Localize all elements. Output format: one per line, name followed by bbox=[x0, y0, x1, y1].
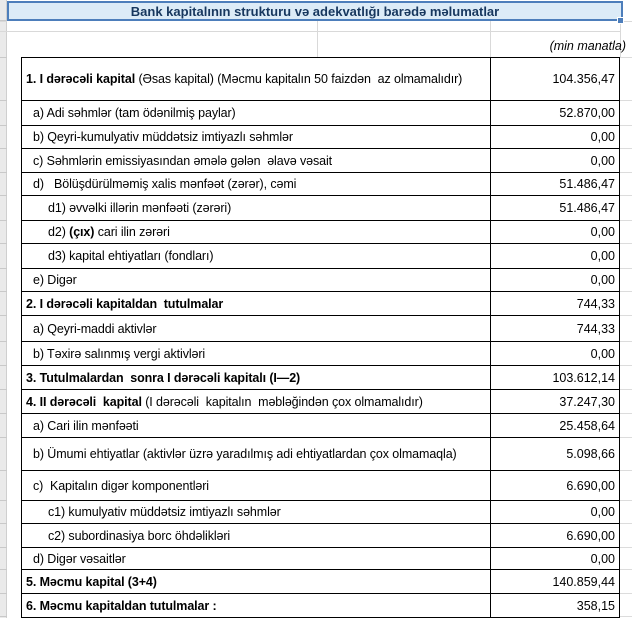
gridline bbox=[620, 593, 632, 594]
gridline bbox=[0, 21, 7, 22]
value-cell[interactable]: 51.486,47 bbox=[490, 196, 619, 220]
label-cell[interactable] bbox=[22, 196, 490, 220]
label-cell[interactable] bbox=[22, 570, 490, 593]
gridline bbox=[620, 500, 632, 501]
gridline bbox=[0, 57, 7, 58]
gridline bbox=[0, 148, 7, 149]
value-cell[interactable]: 6.690,00 bbox=[490, 524, 619, 547]
label-text: c) Kapitalın digər komponentləri bbox=[33, 478, 209, 493]
gridline bbox=[620, 291, 632, 292]
gridline bbox=[620, 389, 632, 390]
gridline bbox=[0, 31, 620, 32]
value-cell[interactable]: 0,00 bbox=[490, 269, 619, 291]
label-text: d) Bölüşdürülməmiş xalis mənfəət (zərər), cəmi bbox=[33, 177, 297, 191]
table-row bbox=[22, 438, 619, 471]
table-row bbox=[22, 501, 619, 524]
value-cell[interactable]: 37.247,30 bbox=[490, 390, 619, 413]
label-text: b) Ümumi ehtiyatlar (aktivlər üzrə yaradılmış adi ehtiyatlardan çox olmamaqla) bbox=[33, 447, 457, 461]
table-row bbox=[22, 58, 619, 101]
gridline bbox=[0, 315, 7, 316]
label-text: c2) subordinasiya borc öhdəlikləri bbox=[48, 528, 231, 543]
label-cell[interactable] bbox=[22, 548, 490, 569]
fill-handle[interactable] bbox=[617, 17, 624, 24]
gridline bbox=[620, 57, 632, 58]
value-cell[interactable]: 5.098,66 bbox=[490, 438, 619, 470]
label-text: a) Cari ilin mənfəəti bbox=[33, 418, 139, 433]
table-row bbox=[22, 149, 619, 173]
value-cell[interactable]: 358,15 bbox=[490, 594, 619, 617]
units-note[interactable]: (min manatla) bbox=[549, 39, 626, 53]
label-cell[interactable] bbox=[22, 414, 490, 437]
label-cell[interactable] bbox=[22, 524, 490, 547]
gridline bbox=[620, 616, 632, 617]
table-row bbox=[22, 390, 619, 414]
value-cell[interactable]: 744,33 bbox=[490, 316, 619, 341]
label-cell[interactable] bbox=[22, 244, 490, 268]
gridline bbox=[620, 268, 632, 269]
gridline bbox=[0, 569, 7, 570]
gridline bbox=[0, 291, 7, 292]
label-cell[interactable] bbox=[22, 221, 490, 243]
table-row bbox=[22, 524, 619, 548]
value-cell[interactable]: 744,33 bbox=[490, 292, 619, 315]
label-cell[interactable] bbox=[22, 594, 490, 617]
gridline bbox=[0, 268, 7, 269]
value-cell[interactable]: 0,00 bbox=[490, 221, 619, 243]
label-text: d1) əvvəlki illərin mənfəəti (zərəri) bbox=[48, 201, 232, 215]
value-cell[interactable]: 103.612,14 bbox=[490, 366, 619, 389]
label-cell[interactable] bbox=[22, 342, 490, 365]
label-text: c1) kumulyativ müddətsiz imtiyazlı səhmlər bbox=[48, 505, 281, 519]
gridline bbox=[620, 341, 632, 342]
gridline bbox=[0, 547, 7, 548]
label-text: d3) kapital ehtiyatları (fondları) bbox=[48, 249, 214, 263]
label-cell[interactable] bbox=[22, 126, 490, 148]
gridline bbox=[0, 500, 7, 501]
gridline bbox=[0, 470, 7, 471]
table-row bbox=[22, 269, 619, 292]
gridline bbox=[620, 523, 632, 524]
value-cell[interactable]: 0,00 bbox=[490, 244, 619, 268]
label-text: (Əsas kapital) (Məcmu kapitalın 50 faizdən az olmamalıdır) bbox=[135, 72, 463, 86]
gridline bbox=[0, 220, 7, 221]
gridline bbox=[620, 413, 632, 414]
table-row bbox=[22, 244, 619, 269]
value-cell[interactable]: 0,00 bbox=[490, 126, 619, 148]
gridline bbox=[620, 547, 632, 548]
gridline bbox=[0, 365, 7, 366]
table-row bbox=[22, 292, 619, 316]
gridline bbox=[0, 243, 7, 244]
gridline bbox=[620, 365, 632, 366]
label-text: cari ilin zərəri bbox=[94, 225, 170, 239]
value-cell[interactable]: 104.356,47 bbox=[490, 58, 619, 100]
value-cell[interactable]: 140.859,44 bbox=[490, 570, 619, 593]
gridline bbox=[0, 195, 7, 196]
gridline bbox=[0, 341, 7, 342]
gridline bbox=[620, 315, 632, 316]
table-row bbox=[22, 414, 619, 438]
gridline bbox=[620, 220, 632, 221]
label-cell[interactable] bbox=[22, 173, 490, 195]
value-cell[interactable]: 0,00 bbox=[490, 548, 619, 569]
label-text: 3. Tutulmalardan sonra I dərəcəli kapitalı (I—2) bbox=[26, 370, 301, 385]
gridline bbox=[0, 593, 7, 594]
gridline bbox=[620, 148, 632, 149]
label-text: a) Qeyri-maddi aktivlər bbox=[33, 321, 157, 336]
gridline bbox=[0, 413, 7, 414]
capital-table bbox=[21, 57, 620, 618]
label-text: b) Təxirə salınmış vergi aktivləri bbox=[33, 346, 206, 361]
label-text: 5. Məcmu kapital (3+4) bbox=[26, 574, 157, 589]
label-text: (I dərəcəli kapitalın məbləğindən çox olmamalıdır) bbox=[141, 394, 423, 409]
label-text: (çıx) bbox=[69, 225, 95, 239]
label-text: c) Səhmlərin emissiyasından əmələ gələn əlavə vəsait bbox=[33, 153, 333, 168]
label-text: d) Digər vəsaitlər bbox=[33, 551, 126, 566]
gridline bbox=[620, 569, 632, 570]
table-row bbox=[22, 221, 619, 244]
gridline bbox=[317, 21, 318, 57]
gridline bbox=[620, 125, 632, 126]
gridline bbox=[620, 100, 632, 101]
label-cell[interactable] bbox=[22, 501, 490, 523]
label-cell[interactable] bbox=[22, 471, 490, 500]
table-row bbox=[22, 570, 619, 594]
label-cell[interactable] bbox=[22, 316, 490, 341]
value-cell[interactable]: 51.486,47 bbox=[490, 173, 619, 195]
value-cell[interactable]: 0,00 bbox=[490, 342, 619, 365]
gridline bbox=[620, 195, 632, 196]
gridline bbox=[490, 21, 491, 57]
value-cell[interactable]: 0,00 bbox=[490, 501, 619, 523]
table-row bbox=[22, 548, 619, 570]
title-cell[interactable] bbox=[7, 1, 623, 21]
label-text: d2) bbox=[48, 225, 70, 239]
value-cell[interactable]: 0,00 bbox=[490, 149, 619, 172]
gridline bbox=[620, 470, 632, 471]
label-cell[interactable] bbox=[22, 438, 490, 470]
label-cell[interactable] bbox=[22, 366, 490, 389]
table-row bbox=[22, 471, 619, 501]
table-row bbox=[22, 196, 619, 221]
label-text: 6. Məcmu kapitaldan tutulmalar : bbox=[26, 598, 217, 613]
gridline bbox=[0, 616, 7, 617]
table-row bbox=[22, 173, 619, 196]
page-title: Bank kapitalının strukturu və adekvatlığı barədə məlumatlar bbox=[130, 3, 500, 19]
gridline bbox=[0, 437, 7, 438]
gridline bbox=[0, 523, 7, 524]
label-text: b) Qeyri-kumulyativ müddətsiz imtiyazlı səhmlər bbox=[33, 130, 293, 144]
table-row bbox=[22, 594, 619, 617]
gridline bbox=[0, 125, 7, 126]
label-cell[interactable] bbox=[22, 269, 490, 291]
row-header-strip bbox=[0, 0, 7, 618]
gridline bbox=[0, 100, 7, 101]
label-cell[interactable] bbox=[22, 58, 490, 100]
label-text: a) Adi səhmlər (tam ödənilmiş paylar) bbox=[33, 106, 236, 120]
label-text: e) Digər bbox=[33, 273, 77, 287]
table-row bbox=[22, 316, 619, 342]
label-cell[interactable] bbox=[22, 149, 490, 172]
table-row bbox=[22, 366, 619, 390]
value-cell[interactable]: 25.458,64 bbox=[490, 414, 619, 437]
label-cell[interactable] bbox=[22, 390, 490, 413]
table-row bbox=[22, 126, 619, 149]
label-text: 2. I dərəcəli kapitaldan tutulmalar bbox=[26, 296, 224, 311]
gridline bbox=[0, 389, 7, 390]
gridline bbox=[620, 172, 632, 173]
label-text: 1. I dərəcəli kapital bbox=[26, 72, 136, 86]
value-cell[interactable]: 6.690,00 bbox=[490, 471, 619, 500]
table-row bbox=[22, 101, 619, 126]
label-cell[interactable] bbox=[22, 292, 490, 315]
value-cell[interactable]: 52.870,00 bbox=[490, 101, 619, 125]
gridline bbox=[620, 437, 632, 438]
label-cell[interactable] bbox=[22, 101, 490, 125]
gridline bbox=[623, 21, 632, 22]
gridline bbox=[620, 243, 632, 244]
gridline bbox=[0, 172, 7, 173]
label-text: 4. II dərəcəli kapital bbox=[26, 394, 142, 409]
table-row bbox=[22, 342, 619, 366]
